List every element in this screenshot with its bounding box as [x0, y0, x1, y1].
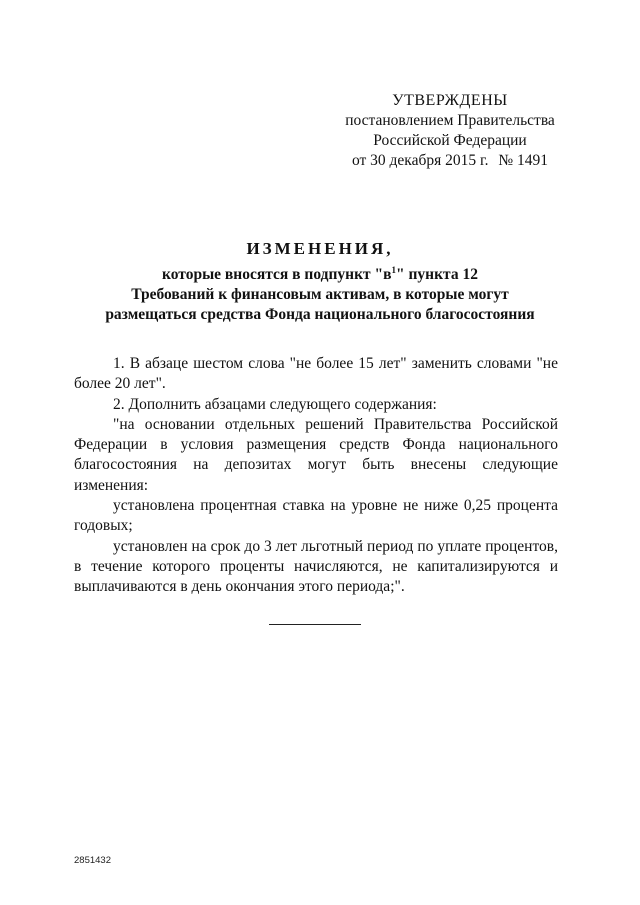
document-code: 2851432: [74, 855, 111, 866]
heading-superscript: 1: [391, 265, 397, 275]
document-heading: [60, 237, 580, 325]
approval-date: от 30 декабря 2015 г.: [351, 152, 489, 169]
paragraph-4: установлена процентная ставка на уровне не ниже 0,25 процента годовых;: [74, 497, 558, 535]
heading-line-3: размещаться средства Фонда национального благосостояния: [105, 306, 535, 323]
paragraph-5: установлен на срок до 3 лет льготный период по уплате процентов, в течение которого проценты начисляются, не капитализируются и выплачиваются в день окончания этого периода;".: [74, 537, 558, 596]
approval-stamp: [330, 91, 570, 171]
paragraph-1: 1. В абзаце шестом слова "не более 15 лет" заменить словами "не более 20 лет".: [74, 355, 558, 393]
approval-title: УТВЕРЖДЕНЫ: [392, 92, 508, 109]
heading-line-1-end: " пункта 12: [396, 266, 478, 283]
paragraph-3: "на основании отдельных решений Правительства Российской Федерации в условия размещения средств Фонда национального благосостояния на депозитах могут быть внесены следующие изменения:: [74, 415, 558, 494]
paragraph-2: 2. Дополнить абзацами следующего содержания:: [113, 395, 437, 413]
approval-date-line: [330, 151, 570, 171]
heading-line-1-start: которые вносятся в подпункт "в: [162, 266, 392, 283]
heading-line-1: [60, 265, 580, 285]
closing-divider: [269, 624, 361, 625]
approval-number: № 1491: [498, 152, 549, 169]
approval-line-country: Российской Федерации: [373, 132, 527, 149]
document-title: ИЗМЕНЕНИЯ,: [246, 239, 394, 258]
document-body: [74, 354, 558, 598]
heading-line-2: Требований к финансовым активам, в которые могут: [131, 286, 509, 303]
approval-line-decree: постановлением Правительства: [345, 112, 555, 129]
